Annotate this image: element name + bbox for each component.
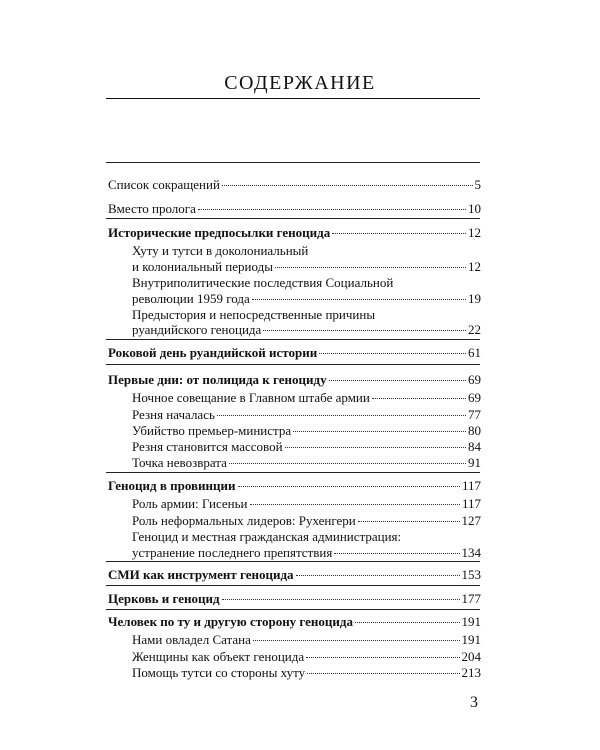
toc-entry-title: Нами овладел Сатана xyxy=(132,632,251,647)
toc-subentry[interactable] xyxy=(132,649,481,664)
dot-leader xyxy=(263,330,466,331)
dot-leader xyxy=(253,640,460,641)
toc-entry-page: 127 xyxy=(461,513,481,528)
toc-entry-title: Ночное совещание в Главном штабе армии xyxy=(132,390,370,405)
toc-subentry-line: Предыстория и непосредственные причины xyxy=(132,307,376,322)
dot-leader xyxy=(238,486,460,487)
page-number: 3 xyxy=(470,694,478,711)
dot-leader xyxy=(222,185,473,186)
toc-top-rule xyxy=(106,162,480,163)
dot-leader xyxy=(285,447,466,448)
toc-entry-page: 19 xyxy=(468,291,481,306)
dot-leader xyxy=(229,463,466,464)
toc-section[interactable] xyxy=(108,614,481,629)
section-divider xyxy=(106,561,480,562)
dot-leader xyxy=(293,431,466,432)
toc-entry[interactable] xyxy=(108,201,481,216)
toc-section-title: Роковой день руандийской истории xyxy=(108,345,318,360)
dot-leader xyxy=(319,353,466,354)
dot-leader xyxy=(217,415,466,416)
dot-leader xyxy=(358,521,460,522)
toc-section[interactable] xyxy=(108,372,481,387)
toc-section-title: СМИ как инструмент геноцида xyxy=(108,567,294,582)
dot-leader xyxy=(307,673,459,674)
dot-leader xyxy=(306,657,459,658)
dot-leader xyxy=(275,267,466,268)
title-underline xyxy=(106,98,480,99)
page-title: СОДЕРЖАНИЕ xyxy=(224,72,376,94)
toc-entry-title: Список сокращений xyxy=(108,177,220,192)
toc-entry-page: 61 xyxy=(468,345,481,360)
toc-subentry[interactable] xyxy=(132,291,481,306)
dot-leader xyxy=(222,599,460,600)
section-divider xyxy=(106,609,480,610)
toc-subentry[interactable] xyxy=(132,322,481,337)
toc-subentry[interactable] xyxy=(132,455,481,470)
toc-entry-title: руандийского геноцида xyxy=(132,322,262,337)
section-divider xyxy=(106,218,480,219)
toc-entry-title: Женщины как объект геноцида xyxy=(132,649,305,664)
dot-leader xyxy=(198,209,466,210)
toc-entry-page: 5 xyxy=(474,177,481,192)
toc-subentry-line: Геноцид и местная гражданская администрация: xyxy=(132,529,402,544)
dot-leader xyxy=(332,233,466,234)
toc-entry-title: Резня становится массовой xyxy=(132,439,283,454)
toc-subentry[interactable] xyxy=(132,390,481,405)
toc-subentry[interactable] xyxy=(132,439,481,454)
section-divider xyxy=(106,472,480,473)
toc-entry-page: 80 xyxy=(468,423,481,438)
toc-entry-page: 177 xyxy=(461,591,481,606)
toc-section[interactable] xyxy=(108,591,481,606)
toc-entry-page: 84 xyxy=(468,439,481,454)
section-divider xyxy=(106,339,480,340)
toc-section[interactable] xyxy=(108,567,481,582)
toc-entry-title: Роль армии: Гисеньи xyxy=(132,496,248,511)
toc-subentry-line: Хуту и тутси в доколониальный xyxy=(132,243,309,258)
toc-section[interactable] xyxy=(108,345,481,360)
toc-subentry[interactable] xyxy=(132,496,481,511)
toc-section-title: Церковь и геноцид xyxy=(108,591,220,606)
toc-entry-page: 117 xyxy=(461,496,481,511)
toc-section-title: Первые дни: от полицида к геноциду xyxy=(108,372,327,387)
toc-subentry[interactable] xyxy=(132,423,481,438)
toc-subentry-line: Внутриполитические последствия Социальной xyxy=(132,275,394,290)
toc-section-title: Исторические предпосылки геноцида xyxy=(108,225,331,240)
toc-entry-page: 117 xyxy=(461,478,481,493)
toc-entry-page: 12 xyxy=(468,259,481,274)
toc-entry-page: 69 xyxy=(468,390,481,405)
toc-section[interactable] xyxy=(108,225,481,240)
toc-section-title: Геноцид в провинции xyxy=(108,478,236,493)
toc-entry-page: 91 xyxy=(468,455,481,470)
toc-entry-title: устранение последнего препятствия xyxy=(132,545,333,560)
toc-entry-page: 77 xyxy=(468,407,481,422)
toc-entry-title: Резня началась xyxy=(132,407,215,422)
toc-entry[interactable] xyxy=(108,177,481,192)
toc-entry-page: 191 xyxy=(461,614,481,629)
toc-entry-page: 12 xyxy=(468,225,481,240)
toc-section-title: Человек по ту и другую сторону геноцида xyxy=(108,614,353,629)
dot-leader xyxy=(334,553,459,554)
section-divider xyxy=(106,364,480,365)
dot-leader xyxy=(250,504,460,505)
section-divider xyxy=(106,585,480,586)
toc-entry-title: Роль неформальных лидеров: Рухенгери xyxy=(132,513,356,528)
dot-leader xyxy=(252,299,466,300)
toc-entry-page: 191 xyxy=(461,632,481,647)
toc-subentry[interactable] xyxy=(132,259,481,274)
toc-subentry[interactable] xyxy=(132,632,481,647)
toc-entry-page: 213 xyxy=(461,665,481,680)
toc-entry-page: 134 xyxy=(461,545,481,560)
toc-subentry[interactable] xyxy=(132,665,481,680)
toc-subentry[interactable] xyxy=(132,513,481,528)
toc-entry-page: 10 xyxy=(468,201,481,216)
toc-entry-title: Точка невозврата xyxy=(132,455,227,470)
toc-entry-title: Вместо пролога xyxy=(108,201,196,216)
toc-subentry[interactable] xyxy=(132,545,481,560)
toc-entry-page: 153 xyxy=(461,567,481,582)
toc-entry-page: 204 xyxy=(461,649,481,664)
dot-leader xyxy=(329,380,466,381)
toc-entry-page: 22 xyxy=(468,322,481,337)
toc-entry-title: и колониальный периоды xyxy=(132,259,273,274)
toc-entry-title: Помощь тутси со стороны хуту xyxy=(132,665,306,680)
dot-leader xyxy=(355,622,460,623)
dot-leader xyxy=(372,398,466,399)
toc-entry-title: Убийство премьер-министра xyxy=(132,423,292,438)
toc-section[interactable] xyxy=(108,478,481,493)
toc-subentry[interactable] xyxy=(132,407,481,422)
toc-entry-page: 69 xyxy=(468,372,481,387)
toc-entry-title: революции 1959 года xyxy=(132,291,250,306)
dot-leader xyxy=(296,575,460,576)
